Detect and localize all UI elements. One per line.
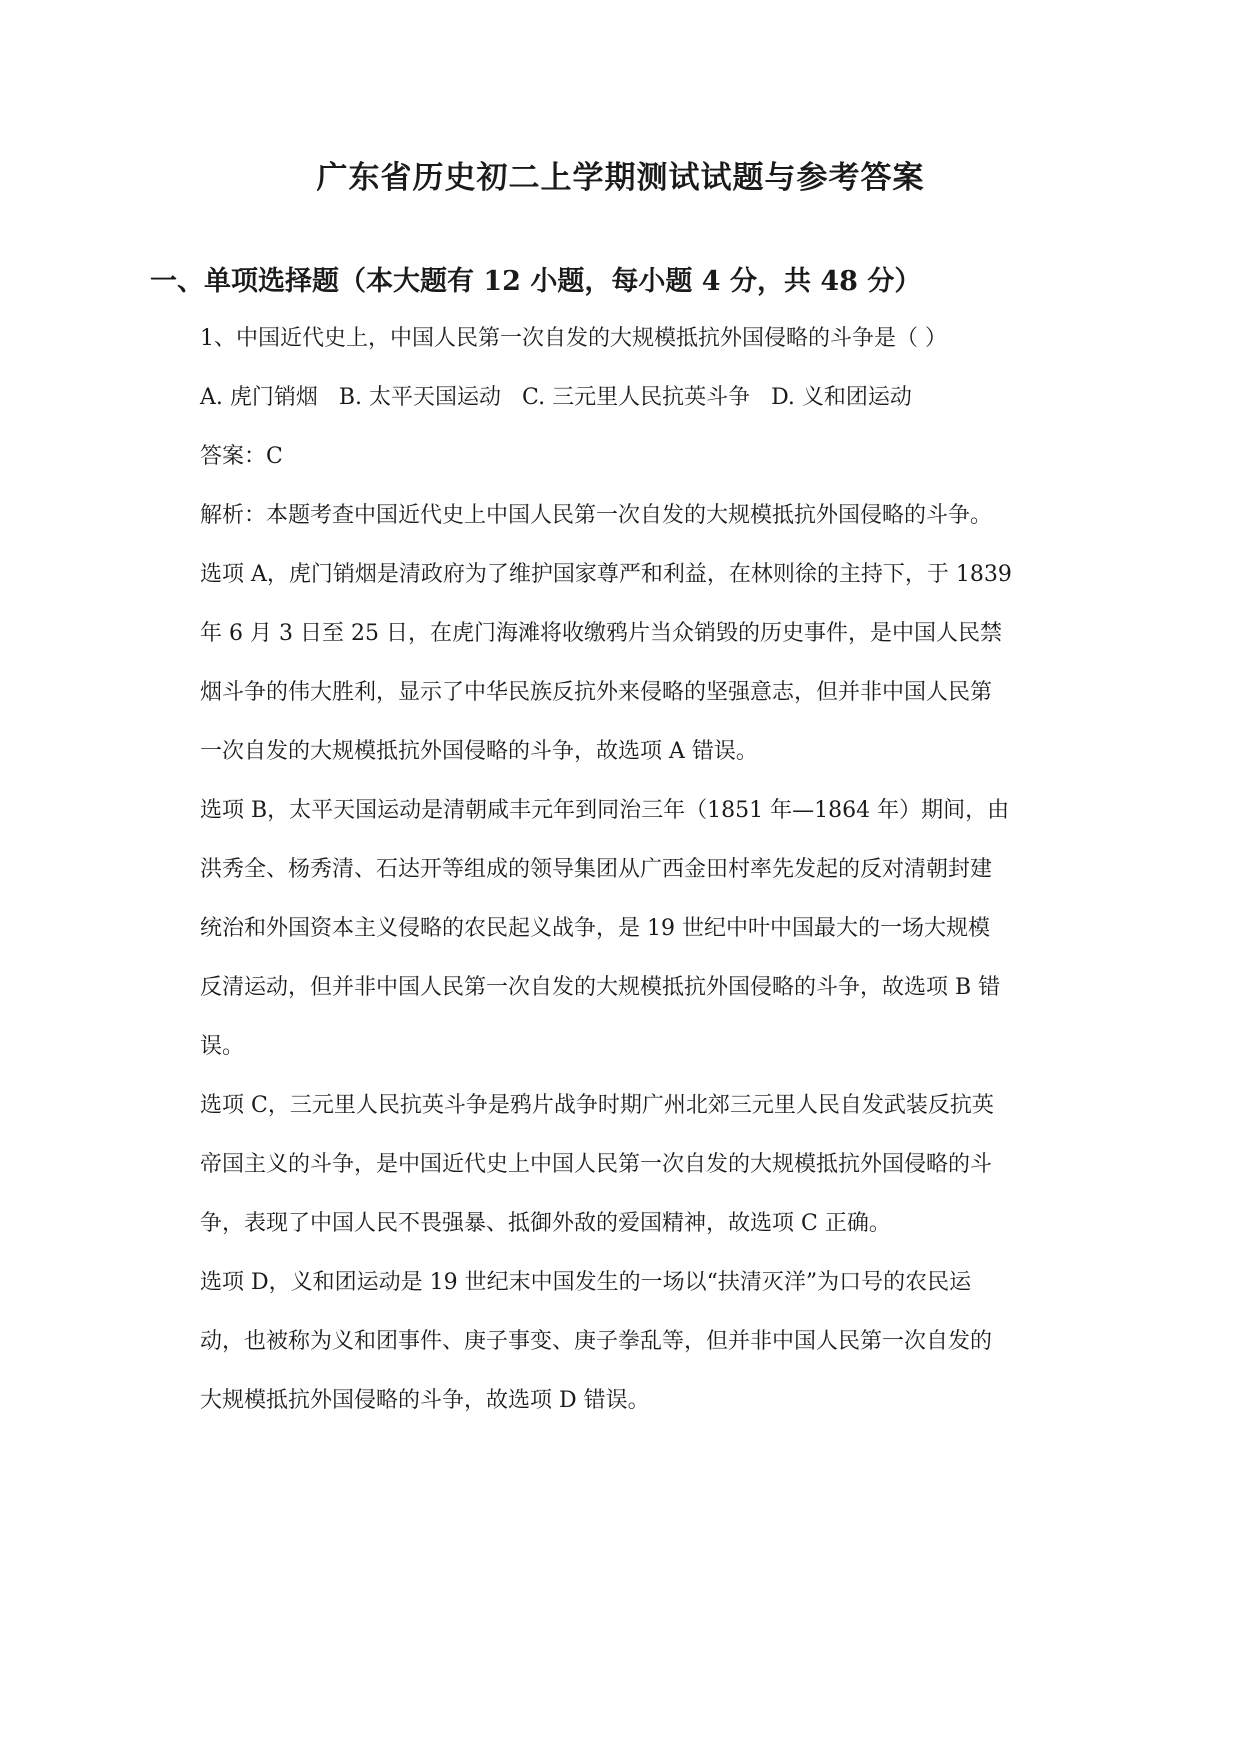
analysis-line: 争，表现了中国人民不畏强暴、抵御外敌的爱国精神，故选项 C 正确。 (200, 1211, 891, 1236)
options-row (200, 381, 926, 415)
analysis-line: 年 6 月 3 日至 25 日，在虎门海滩将收缴鸦片当众销毁的历史事件，是中国人民禁 (200, 621, 1002, 646)
analysis-line: 动，也被称为义和团事件、庚子事变、庚子拳乱等，但并非中国人民第一次自发的 (200, 1329, 993, 1354)
option-b: B. 太平天国运动 (338, 385, 502, 410)
option-d: D. 义和团运动 (771, 385, 912, 410)
analysis-line: 洪秀全、杨秀清、石达开等组成的领导集团从广西金田村率先发起的反对清朝封建 (200, 857, 993, 882)
analysis-line: 一次自发的大规模抵抗外国侵略的斗争，故选项 A 错误。 (200, 739, 758, 764)
analysis-line: 误。 (200, 1034, 245, 1059)
analysis-line: 帝国主义的斗争，是中国近代史上中国人民第一次自发的大规模抵抗外国侵略的斗 (200, 1152, 993, 1177)
analysis-line: 反清运动，但并非中国人民第一次自发的大规模抵抗外国侵略的斗争，故选项 B 错 (200, 975, 1001, 1000)
analysis-line: 大规模抵抗外国侵略的斗争，故选项 D 错误。 (200, 1388, 650, 1413)
analysis-line: 烟斗争的伟大胜利，显示了中华民族反抗外来侵略的坚强意志，但并非中国人民第 (200, 680, 993, 705)
option-a: A. 虎门销烟 (200, 385, 318, 410)
analysis-line: 选项 B，太平天国运动是清朝咸丰元年到同治三年（1851 年—1864 年）期间，由 (200, 798, 1010, 823)
document-title: 广东省历史初二上学期测试试题与参考答案 (316, 160, 925, 196)
analysis-line: 统治和外国资本主义侵略的农民起义战争，是 19 世纪中叶中国最大的一场大规模 (200, 916, 990, 941)
analysis-line: 选项 A，虎门销烟是清政府为了维护国家尊严和利益，在林则徐的主持下，于 1839 (200, 562, 1012, 587)
analysis-line: 解析：本题考查中国近代史上中国人民第一次自发的大规模抵抗外国侵略的斗争。 (200, 503, 993, 528)
option-c: C. 三元里人民抗英斗争 (522, 385, 751, 410)
question-stem: 1、中国近代史上，中国人民第一次自发的大规模抵抗外国侵略的斗争是（ ） (200, 326, 947, 351)
analysis-line: 选项 C，三元里人民抗英斗争是鸦片战争时期广州北郊三元里人民自发武装反抗英 (200, 1093, 994, 1118)
analysis-line: 选项 D，义和团运动是 19 世纪末中国发生的一场以“扶清灭洋”为口号的农民运 (200, 1270, 972, 1295)
section-heading: 一、单项选择题（本大题有 12 小题，每小题 4 分，共 48 分） (150, 266, 922, 297)
answer-line: 答案：C (200, 444, 283, 469)
